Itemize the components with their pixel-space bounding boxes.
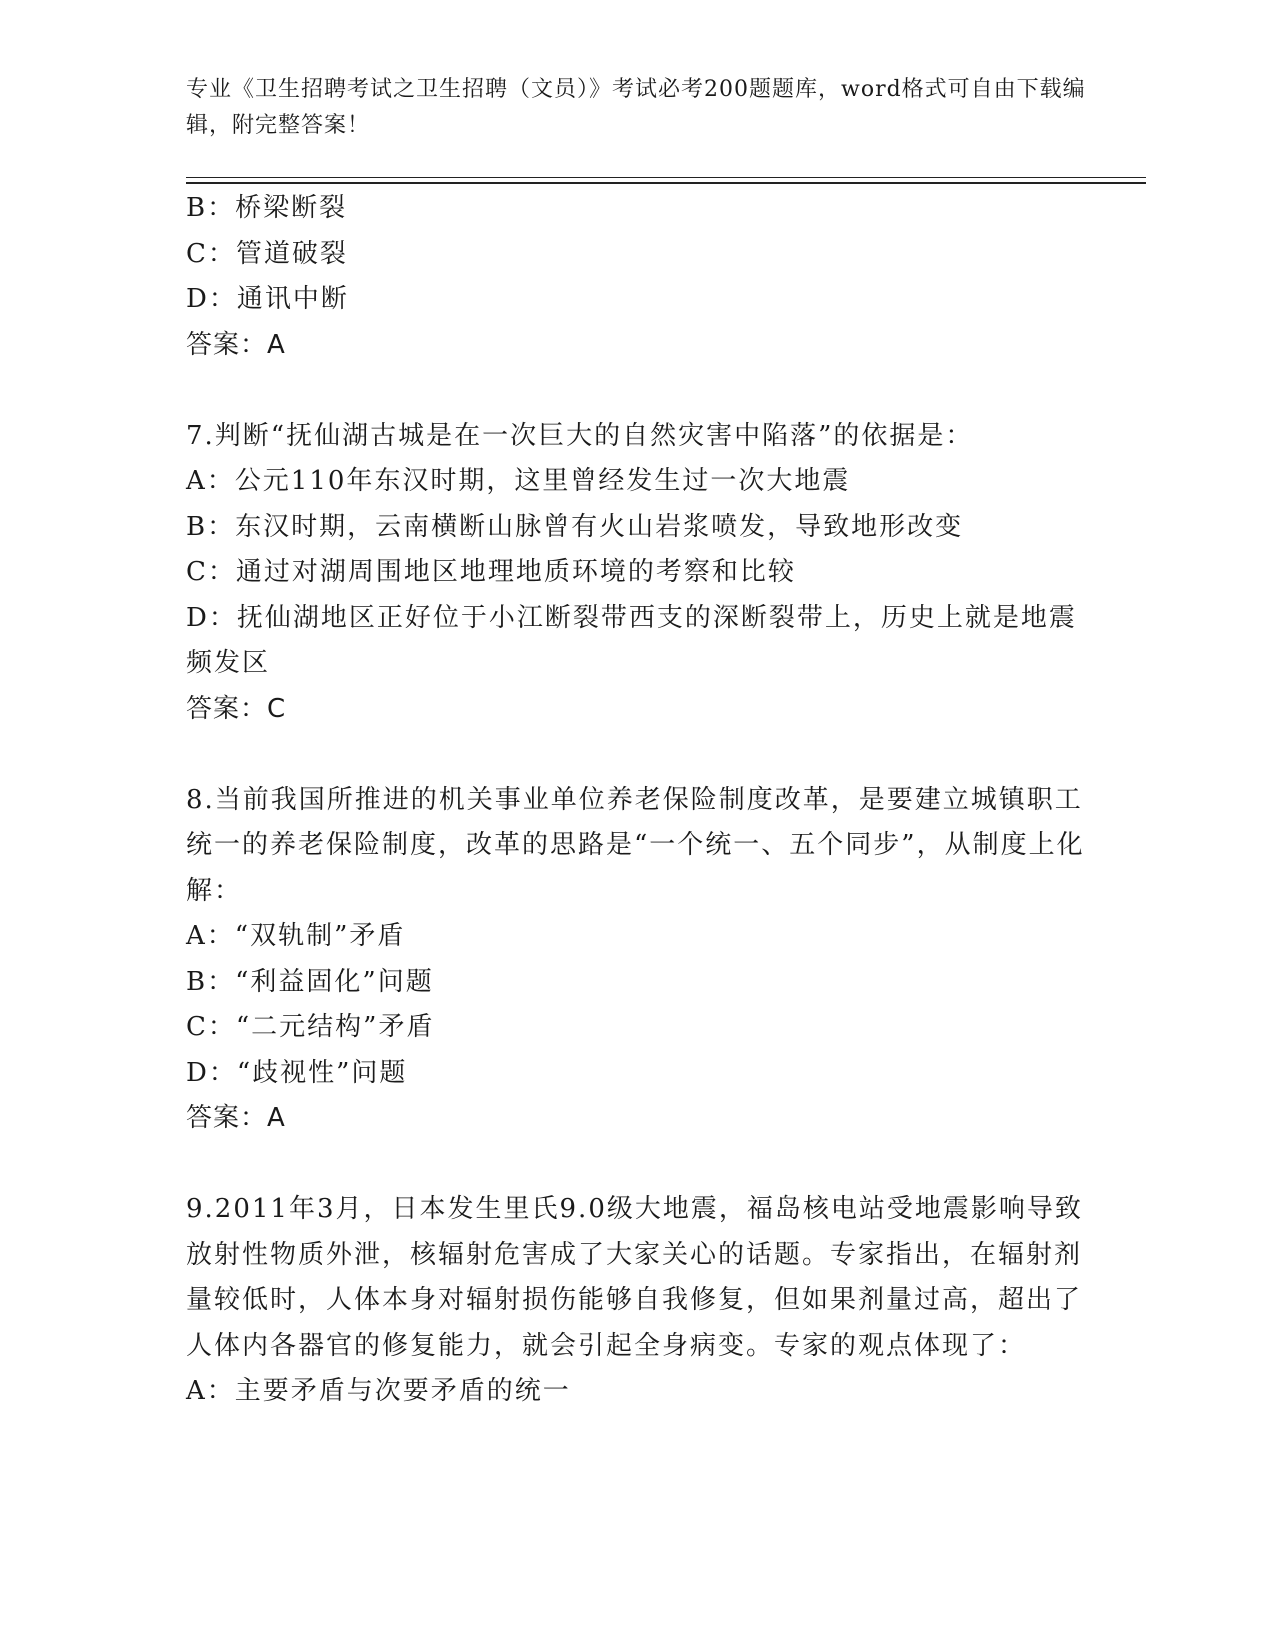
- option-c: C：“二元结构”矛盾: [186, 1012, 435, 1042]
- option-d: D：“歧视性”问题: [186, 1057, 408, 1088]
- option-a: A：主要矛盾与次要矛盾的统一: [186, 1376, 571, 1406]
- option-c: C：管道破裂: [186, 238, 348, 269]
- header-rule-bottom: [186, 182, 1146, 184]
- spacer: [186, 1142, 1086, 1188]
- answer: 答案：C: [186, 693, 287, 724]
- spacer: [186, 732, 1086, 778]
- option-a: A：公元110年东汉时期，这里曾经发生过一次大地震: [186, 466, 851, 496]
- document-body: [186, 186, 1086, 1415]
- option-d: D：抚仙湖地区正好位于小江断裂带西支的深断裂带上，历史上就是地震频发区: [186, 602, 1077, 678]
- option-b: B：“利益固化”问题: [186, 966, 434, 997]
- option-c: C：通过对湖周围地区地理地质环境的考察和比较: [186, 557, 796, 587]
- answer: 答案：A: [186, 329, 286, 360]
- option-b: B：东汉时期，云南横断山脉曾有火山岩浆喷发，导致地形改变: [186, 511, 964, 542]
- option-a: A：“双轨制”矛盾: [186, 921, 406, 951]
- option-b: B：桥梁断裂: [186, 193, 348, 223]
- header-rule-top: [186, 177, 1146, 178]
- header-title: 专业《卫生招聘考试之卫生招聘（文员）》考试必考200题题库，word格式可自由下载编辑，附完整答案！: [186, 77, 1086, 138]
- question-8: [186, 778, 1086, 1142]
- spacer: [186, 368, 1086, 414]
- question-text: 9.2011年3月，日本发生里氏9.0级大地震，福岛核电站受地震影响导致放射性物质外泄，核辐射危害成了大家关心的话题。专家指出，在辐射剂量较低时，人体本身对辐射损伤能够自我修复，但如果剂量过高，超出了人体内各器官的修复能力，就会引起全身病变。专家的观点体现了：: [186, 1194, 1083, 1361]
- question-text: 7.判断“抚仙湖古城是在一次巨大的自然灾害中陷落”的依据是：: [186, 420, 974, 451]
- question-7: [186, 414, 1086, 733]
- answer: 答案：A: [186, 1103, 286, 1133]
- question-6-continued: [186, 186, 1086, 368]
- page-header: [186, 72, 1086, 144]
- question-9: [186, 1187, 1086, 1415]
- option-d: D：通讯中断: [186, 284, 349, 314]
- question-text: 8.当前我国所推进的机关事业单位养老保险制度改革，是要建立城镇职工统一的养老保险制度，改革的思路是“一个统一、五个同步”，从制度上化解：: [186, 784, 1085, 906]
